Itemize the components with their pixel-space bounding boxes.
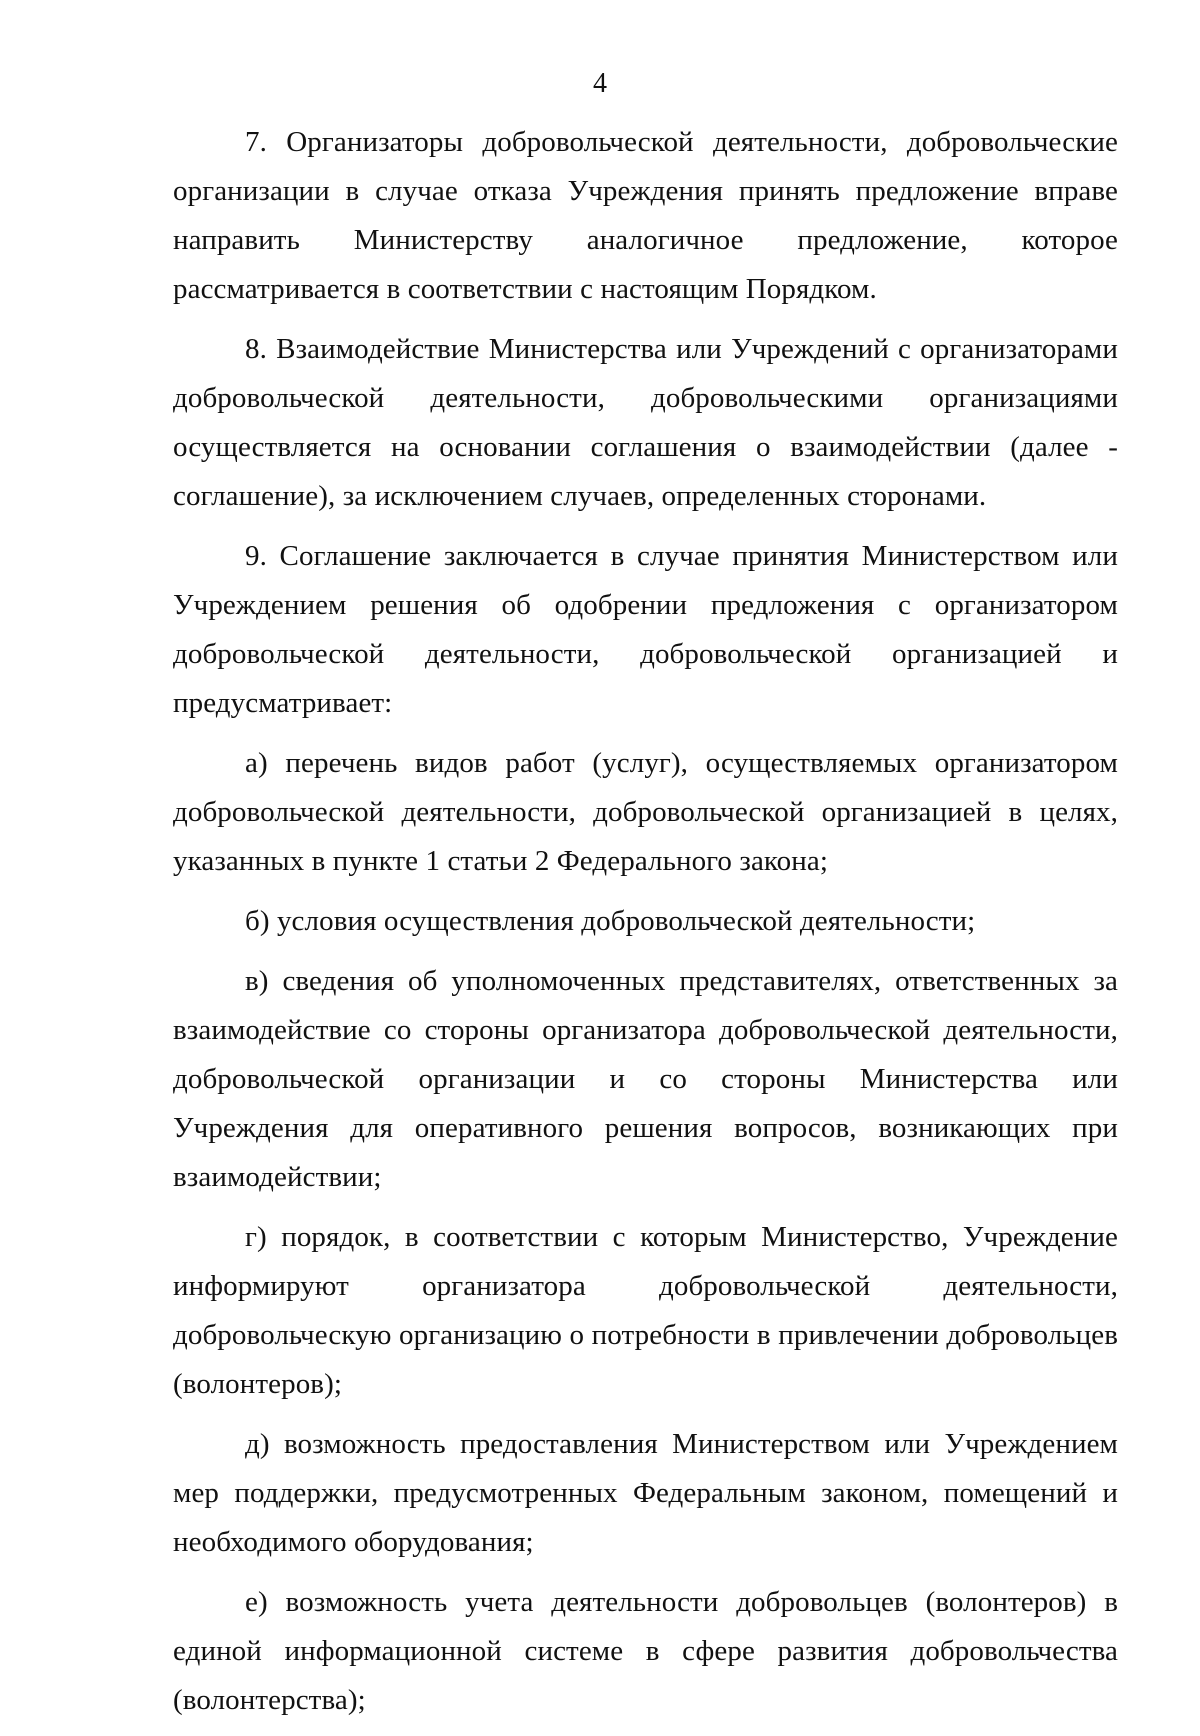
paragraph-8: 8. Взаимодействие Министерства или Учреждений с организаторами добровольческой деятельности, добровольческими организациями осуществляется на основании соглашения о взаимодействии (далее - соглашение), за исключением случаев, определенных сторонами. (173, 333, 1118, 512)
list-item-e: е) возможность учета деятельности добровольцев (волонтеров) в единой информационной системе в сфере развития добровольчества (волонтерства); (173, 1586, 1118, 1716)
list-item-d: д) возможность предоставления Министерством или Учреждением мер поддержки, предусмотренных Федеральным законом, помещений и необходимого оборудования; (173, 1428, 1118, 1558)
list-item-v: в) сведения об уполномоченных представителях, ответственных за взаимодействие со стороны организатора добровольческой деятельности, добровольческой организации и со стороны Министерства или Учреждения для оперативного решения вопросов, возникающих при взаимодействии; (173, 965, 1118, 1193)
list-item-a: а) перечень видов работ (услуг), осуществляемых организатором добровольческой деятельности, добровольческой организацией в целях, указанных в пункте 1 статьи 2 Федерального закона; (173, 747, 1118, 877)
list-item-b: б) условия осуществления добровольческой деятельности; (245, 905, 976, 937)
document-body (173, 118, 1118, 1736)
list-item-g: г) порядок, в соответствии с которым Министерство, Учреждение информируют организатора добровольческой деятельности, добровольческую организацию о потребности в привлечении добровольцев (волонтеров); (173, 1221, 1118, 1400)
paragraph-7: 7. Организаторы добровольческой деятельности, добровольческие организации в случае отказа Учреждения принять предложение вправе направить Министерству аналогичное предложение, которое рассматривается в соответствии с настоящим Порядком. (173, 126, 1118, 305)
page-number: 4 (593, 68, 607, 99)
paragraph-9: 9. Соглашение заключается в случае принятия Министерством или Учреждением решения об одобрении предложения с организатором добровольческой деятельности, добровольческой организацией и предусматривает: (173, 540, 1118, 719)
